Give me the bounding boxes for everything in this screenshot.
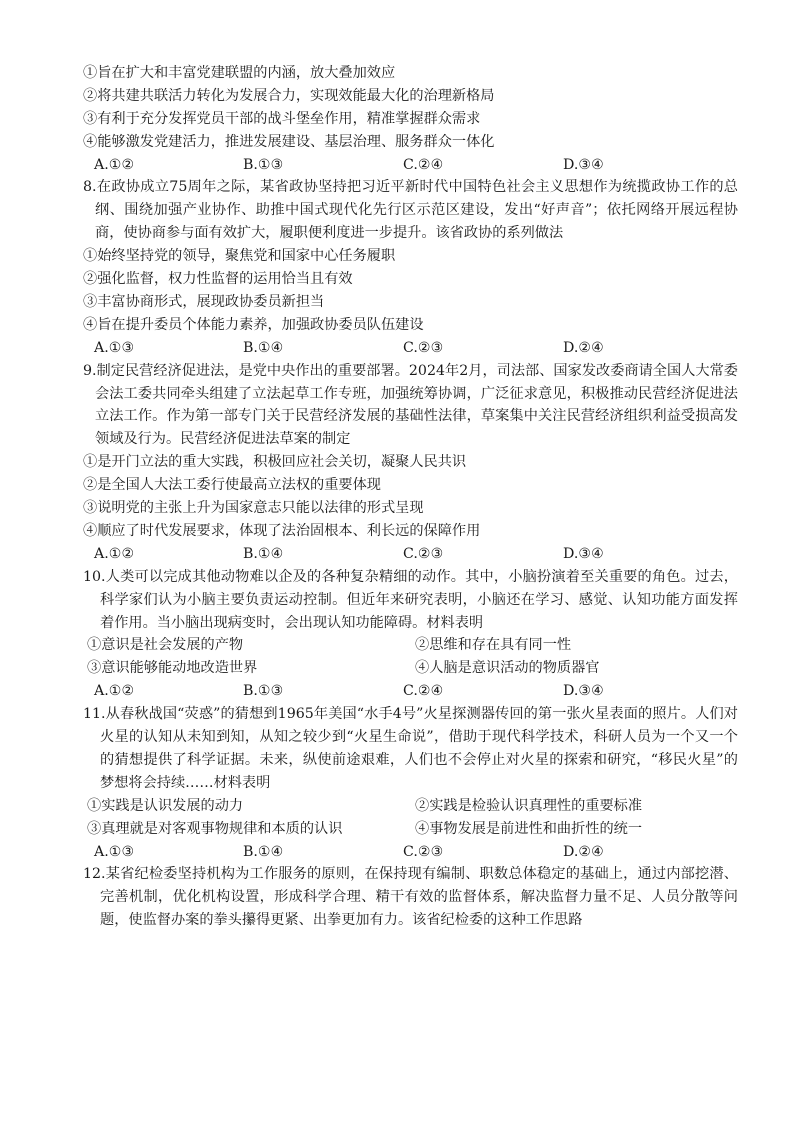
q9-item-1: ①是开门立法的重大实践，积极回应社会关切，凝聚人民共识 [83,454,467,471]
q8-options [83,337,738,360]
q7-option-b[interactable]: B.①③ [243,156,284,173]
q7-option-d[interactable]: D.③④ [563,156,604,173]
q10-options [83,680,738,703]
q7-item-2: ②将共建共联活力转化为发展合力，实现效能最大化的治理新格局 [83,87,495,104]
q10-item-4: ④人脑是意识活动的物质器官 [415,660,600,677]
q12-stem: 12.某省纪检委坚持机构为工作服务的原则，在保持现有编制、职数总体稳定的基础上，通过内部挖潜、完善机制，优化机构设置，形成科学合理、精干有效的监督体系，解决监督力量不足、人员分散等问题，使监督办案的拳头攥得更紧、出拳更加有力。该省纪检委的这种工作思路 [83,866,738,929]
q8-item-3: ③丰富协商形式，展现政协委员新担当 [83,293,325,310]
q11-option-d[interactable]: D.②④ [563,843,604,860]
q10-item-3: ③意识能够能动地改造世界 [87,660,258,677]
q11-item-4: ④事物发展是前进性和曲折性的统一 [415,820,643,837]
q9-stem: 9.制定民营经济促进法，是党中央作出的重要部署。2024年2月，司法部、国家发改委商请全国人大常委会法工委共同牵头组建了立法起草工作专班，加强统筹协调，广泛征求意见，积极推动民营经济促进法立法工作。作为第一部专门关于民营经济发展的基础性法律，草案集中关注民营经济组织利益受损高发领域及行为。民营经济促进法草案的制定 [83,362,738,448]
q9-item-4: ④顺应了时代发展要求，体现了法治固根本、利长远的保障作用 [83,522,481,539]
q7-option-c[interactable]: C.②④ [403,156,444,173]
q11-item-2: ②实践是检验认识真理性的重要标准 [415,797,643,814]
q10-items-row-1 [83,634,738,657]
q8-stem: 8.在政协成立75周年之际，某省政协坚持把习近平新时代中国特色社会主义思想作为统揽政协工作的总纲、围绕加强产业协作、助推中国式现代化先行区示范区建设，发出“好声音”；依托网络开展远程协商，使协商参与面有效扩大，履职便利度进一步提升。该省政协的系列做法 [83,179,738,242]
q10-items-row-2 [83,657,738,680]
q7-item-1: ①旨在扩大和丰富党建联盟的内涵，放大叠加效应 [83,65,396,81]
q7-options [83,154,738,177]
q7-option-a[interactable]: A.①② [94,156,135,173]
q10-stem: 10.人类可以完成其他动物难以企及的各种复杂精细的动作。其中，小脑扮演着至关重要的角色。过去，科学家们认为小脑主要负责运动控制。但近年来研究表明，小脑还在学习、感觉、认知功能方面发挥着作用。当小脑出现病变时，会出现认知功能障碍。材料表明 [83,568,738,631]
q9-option-c[interactable]: C.②③ [403,545,444,562]
q8-item-2: ②强化监督，权力性监督的运用恰当且有效 [83,271,353,288]
q10-option-c[interactable]: C.②④ [403,683,444,700]
q9-option-d[interactable]: D.③④ [563,545,604,562]
q9-options [83,543,738,566]
q9-item-3: ③说明党的主张上升为国家意志只能以法律的形式呈现 [83,500,424,517]
q8-item-4: ④旨在提升委员个体能力素养，加强政协委员队伍建设 [83,316,424,333]
q9-item-2: ②是全国人大法工委行使最高立法权的重要体现 [83,477,381,494]
q7-item-4: ④能够激发党建活力，推进发展建设、基层治理、服务群众一体化 [83,133,495,150]
q8-option-d[interactable]: D.②④ [563,339,604,356]
q8-item-1: ①始终坚持党的领导，聚焦党和国家中心任务履职 [83,248,396,265]
q10-option-a[interactable]: A.①② [94,683,135,700]
q11-items-row-2 [83,818,738,841]
q10-option-d[interactable]: D.③④ [563,683,604,700]
q11-option-b[interactable]: B.①④ [243,843,284,860]
q11-items-row-1 [83,795,738,818]
q8-option-a[interactable]: A.①③ [94,339,135,356]
q11-option-a[interactable]: A.①③ [94,843,135,860]
q11-stem: 11.从春秋战国“荧惑”的猜想到1965年美国“水手4号”火星探测器传回的第一张火星表面的照片。人们对火星的认知从未知到知，从知之较少到“火星生命说”，借助于现代科学技术，科研人员为一个又一个的猜想提供了科学证据。未来，纵使前途艰难，人们也不会停止对火星的探索和研究，“移民火星”的梦想将会持续……材料表明 [83,706,738,791]
q9-option-b[interactable]: B.①④ [243,545,284,562]
q10-item-1: ①意识是社会发展的产物 [87,637,244,654]
q10-option-b[interactable]: B.①③ [243,683,284,700]
q8-option-c[interactable]: C.②③ [403,339,444,356]
q11-item-3: ③真理就是对客观事物规律和本质的认识 [87,820,343,837]
q7-item-3: ③有利于充分发挥党员干部的战斗堡垒作用，精准掌握群众需求 [83,110,481,127]
q11-item-1: ①实践是认识发展的动力 [87,797,244,814]
exam-page [83,62,738,932]
q11-options [83,841,738,864]
q8-option-b[interactable]: B.①④ [243,339,284,356]
q11-option-c[interactable]: C.②③ [403,843,444,860]
q9-option-a[interactable]: A.①② [94,545,135,562]
q10-item-2: ②思维和存在具有同一性 [415,637,572,654]
